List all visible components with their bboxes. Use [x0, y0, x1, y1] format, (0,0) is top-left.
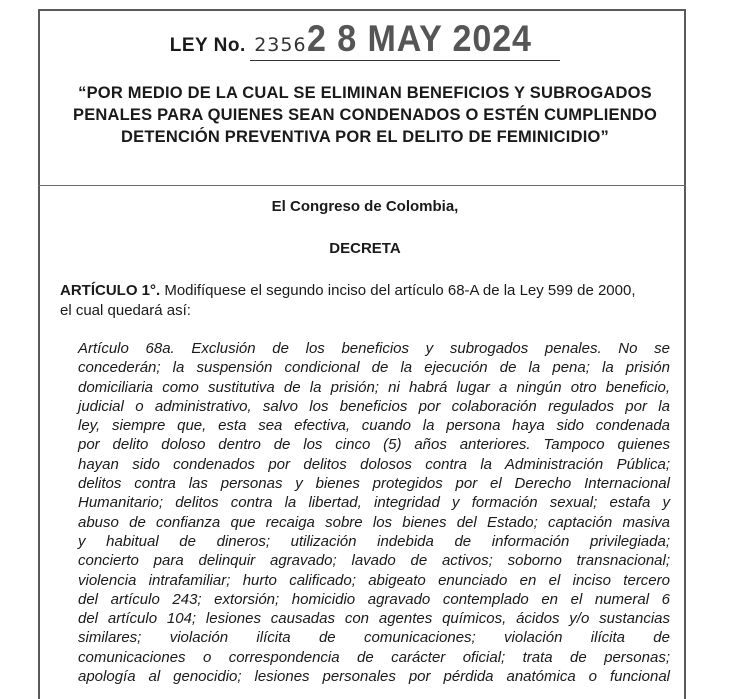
- article-1-text: Modifíquese el segundo inciso del artículo 68-A de la Ley 599 de 2000,: [160, 282, 636, 299]
- article-1-intro: [60, 281, 668, 321]
- article-1-label: ARTÍCULO 1°.: [60, 282, 161, 299]
- quote-line: violencia intrafamiliar; hurto calificado; abigeato enunciado en el inciso tercero: [78, 571, 670, 589]
- article-1-text-cont: el cual quedará así:: [60, 302, 191, 319]
- quote-line: concederán; la suspensión condicional de la ejecución de la pena; la prisión: [78, 359, 670, 377]
- quote-line: ley, siempre que, esta sea efectiva, cuando la persona haya sido condenada: [78, 417, 670, 435]
- title-line: “POR MEDIO DE LA CUAL SE ELIMINAN BENEFICIOS Y SUBROGADOS: [78, 84, 652, 102]
- quote-line: apología al genocidio; lesiones personales por pérdida anatómica o funcional: [78, 668, 670, 686]
- quote-line: Artículo 68a. Exclusión de los beneficios y subrogados penales. No se: [78, 340, 670, 357]
- quote-line: delitos contra las personas y bienes protegidos por el Derecho Internacional: [78, 475, 670, 493]
- article-68a-quote: [78, 339, 670, 686]
- law-title: [50, 82, 680, 148]
- quote-line: por delito doloso dentro de los cinco (5) años anteriores. Tampoco quienes: [78, 436, 670, 454]
- quote-line: abuso de confianza que recaiga sobre los bienes del Estado; captación masiva: [78, 513, 670, 531]
- title-line: DETENCIÓN PREVENTIVA POR EL DELITO DE FEMINICIDIO”: [121, 128, 609, 146]
- law-number: 2356: [254, 34, 307, 56]
- quote-line: del artículo 243; extorsión; homicidio agravado contemplado en el numeral 6: [78, 590, 670, 608]
- quote-line: comunicaciones o correspondencia de carácter oficial; trata de personas;: [78, 648, 670, 666]
- quote-line: judicial o administrativo, salvo los beneficios por colaboración regulados por la: [78, 397, 670, 415]
- quote-line: del artículo 104; lesiones causadas con agentes químicos, ácidos y/o sustancias: [78, 610, 670, 628]
- quote-line: similares; violación ilícita de comunicaciones; violación ilícita de: [78, 629, 670, 647]
- law-label: LEY No.: [169, 35, 246, 56]
- decreta-heading: DECRETA: [329, 240, 401, 257]
- law-date-stamp: 2 8 MAY 2024: [306, 18, 532, 59]
- title-line: PENALES PARA QUIENES SEAN CONDENADOS O ESTÉN CUMPLIENDO: [73, 106, 657, 124]
- quote-line: y habitual de dineros; utilización indebida de información privilegiada;: [78, 532, 670, 550]
- law-number-line: [0, 18, 730, 61]
- header-divider: [38, 185, 686, 186]
- quote-line: Humanitario; delitos contra la libertad, integridad y formación sexual; estafa y: [78, 494, 670, 512]
- quote-line: concierto para delinquir agravado; lavado de activos; soborno transnacional;: [78, 552, 670, 570]
- quote-line: hayan sido condenados por delitos dolosos contra la Administración Pública;: [78, 455, 670, 473]
- law-number-field: [250, 18, 560, 61]
- quote-line: domiciliaria como sustitutiva de la prisión; ni habrá lugar a ningún otro beneficio,: [78, 378, 670, 396]
- congress-heading: El Congreso de Colombia,: [271, 198, 459, 215]
